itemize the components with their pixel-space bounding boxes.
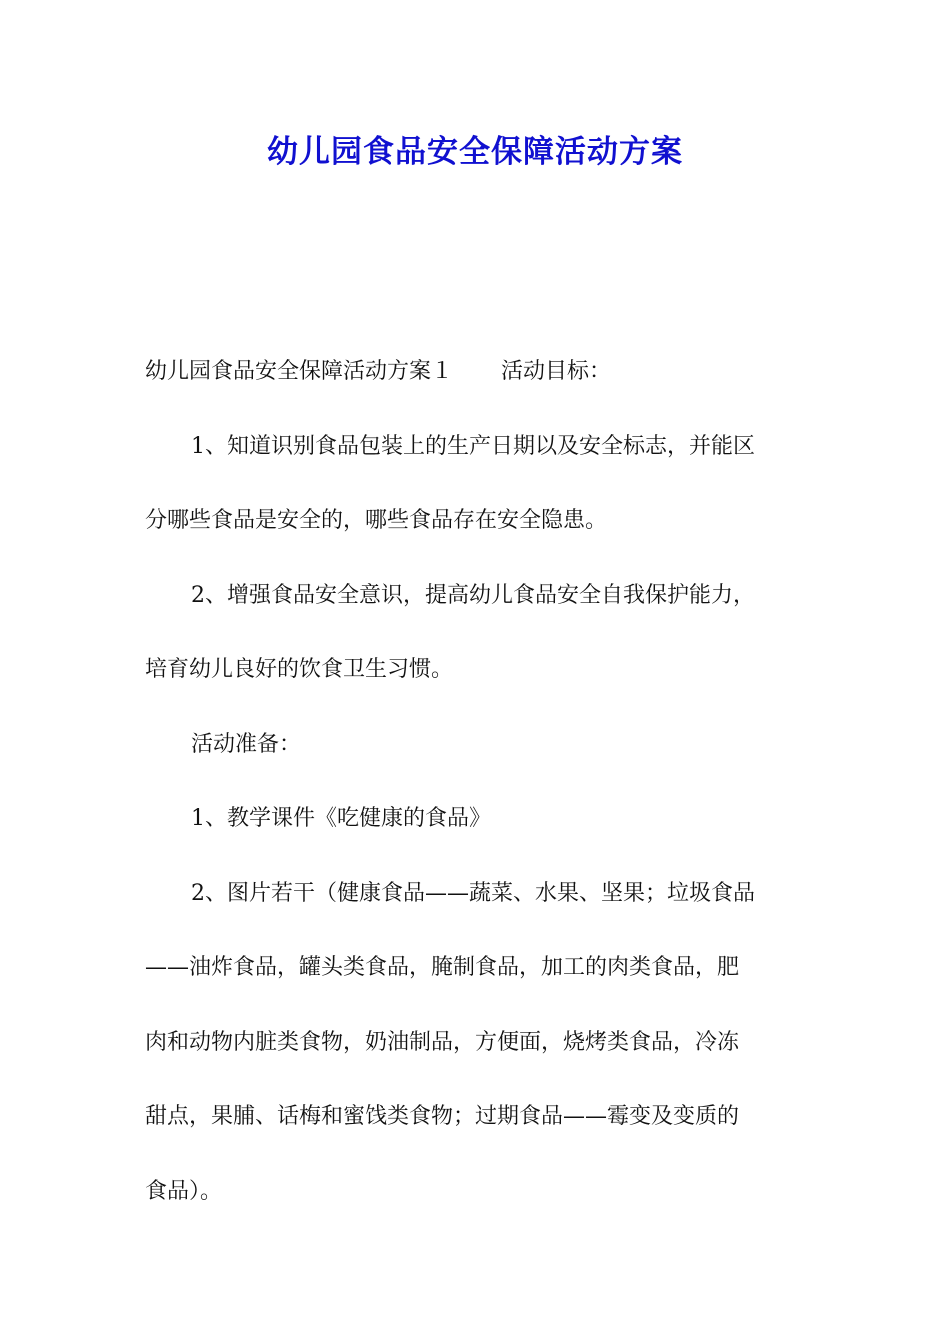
paragraph-line [145, 335, 810, 410]
document-title: 幼儿园食品安全保障活动方案 [267, 134, 683, 170]
section-heading: 幼儿园食品安全保障活动方案１ [145, 359, 454, 384]
paragraph-line: 肉和动物内脏类食物，奶油制品，方便面，烧烤类食品，冷冻 [145, 1029, 740, 1055]
paragraph-line: 2、增强食品安全意识，提高幼儿食品安全自我保护能力， [191, 582, 755, 608]
paragraph-line: 分哪些食品是安全的，哪些食品存在安全隐患。 [145, 508, 608, 533]
document-body [145, 335, 810, 1229]
paragraph-line: 2、图片若干（健康食品——蔬菜、水果、坚果；垃圾食品 [191, 880, 755, 906]
paragraph-line: 食品）。 [145, 1178, 223, 1204]
paragraph-line: 甜点，果脯、话梅和蜜饯类食物；过期食品——霉变及变质的 [145, 1104, 740, 1129]
paragraph-line: 1、教学课件《吃健康的食品》 [191, 806, 491, 831]
paragraph-line: 1、知道识别食品包装上的生产日期以及安全标志，并能区 [191, 433, 755, 459]
paragraph-line: ——油炸食品，罐头类食品，腌制食品，加工的肉类食品，肥 [145, 955, 740, 980]
subheading-activity-preparation: 活动准备： [191, 731, 302, 757]
subheading-activity-goals: 活动目标： [501, 359, 612, 384]
paragraph-line: 培育幼儿良好的饮食卫生习惯。 [145, 657, 454, 682]
